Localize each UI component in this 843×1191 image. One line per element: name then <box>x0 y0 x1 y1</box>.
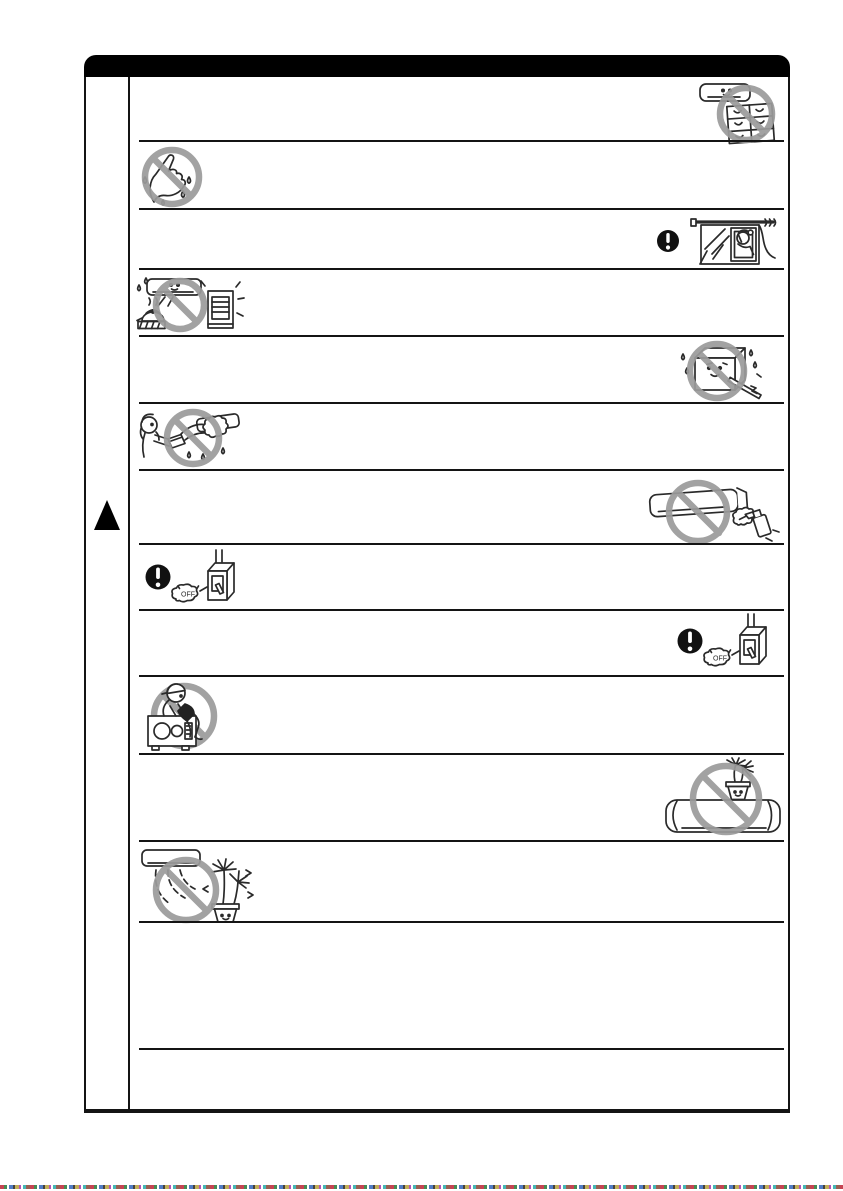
table-body <box>84 77 790 1113</box>
table-row <box>130 677 788 755</box>
caution-column <box>86 77 130 1109</box>
table-row <box>130 270 788 337</box>
off-label: OFF <box>713 655 727 663</box>
page-bottom-scan-artifact <box>0 1185 843 1189</box>
table-row <box>130 611 788 677</box>
no-airflow-at-combustion-appliances-icon <box>135 275 240 333</box>
table-row <box>130 142 788 210</box>
table-row <box>130 755 788 842</box>
caution-rows <box>130 77 788 1109</box>
turn-breaker-off-icon <box>142 550 242 612</box>
table-row <box>130 337 788 404</box>
table-row <box>130 1050 788 1109</box>
section-header-bar <box>84 55 790 77</box>
ventilate-room-window-icon <box>655 217 780 267</box>
table-row <box>130 404 788 471</box>
table-row <box>130 471 788 545</box>
no-climbing-on-outdoor-unit-icon <box>140 680 225 754</box>
no-objects-on-top-of-unit-icon <box>664 758 784 840</box>
table-row <box>130 210 788 270</box>
table-row <box>130 923 788 1050</box>
table-row <box>130 77 788 142</box>
no-furniture-blocking-unit-icon <box>698 81 776 143</box>
no-inserting-objects-outdoor-unit-icon <box>671 340 766 402</box>
attention-exclamation-icon <box>657 230 679 252</box>
safety-precautions-table <box>84 55 790 1113</box>
no-washing-unit-with-water-icon <box>135 408 240 468</box>
warning-triangle-icon <box>94 500 120 530</box>
no-spray-near-unit-icon <box>645 476 780 542</box>
prohibition-sign <box>156 860 216 920</box>
off-label: OFF <box>181 591 195 599</box>
table-row <box>130 842 788 923</box>
attention-exclamation-icon <box>146 565 171 590</box>
table-row <box>130 545 788 611</box>
turn-breaker-off-icon <box>674 614 774 676</box>
attention-exclamation-icon <box>678 629 703 654</box>
no-wet-hands-icon <box>137 147 209 207</box>
no-direct-airflow-on-plants-icon <box>140 846 255 926</box>
